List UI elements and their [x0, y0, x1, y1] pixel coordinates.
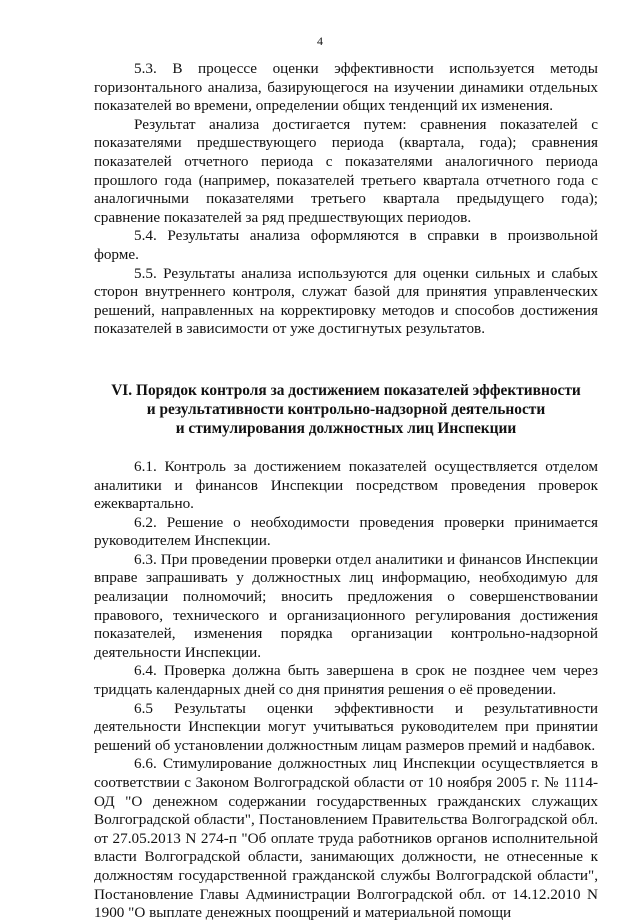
paragraph-5-4: 5.4. Результаты анализа оформляются в справки в произвольной форме. [94, 227, 598, 263]
section-spacer [94, 339, 598, 381]
paragraph-analysis-result: Результат анализа достигается путем: сравнения показателей с показателями предшествующего периода (квартала, года); сравнения показателей отчетного периода с показателями аналогичного периода прошлого года (например, показателей третьего квартала отчетного года с аналогичными показателями третьего квартала предыдущего года); сравнение показателей за ряд предшествующих периодов. [94, 115, 598, 226]
document-body [94, 60, 598, 923]
paragraph-6-6: 6.6. Стимулирование должностных лиц Инспекции осуществляется в соответствии с Законом Волгоградской области от 10 ноября 2005 г. № 1114-ОД "О денежном содержании государственных гражданских служащих Волгоградской области", Постановлением Правительства Волгоградской обл. от 27.05.2013 N 274-п "Об оплате труда работников органов исполнительной власти Волгоградской области, занимающих должности, не отнесенные к должностям государственной гражданской службы Волгоградской области", Постановление Главы Администрации Волгоградской обл. от 14.12.2010 N 1900 "О выплате денежных поощрений и материальной помощи [94, 755, 598, 922]
page-number: 4 [317, 34, 323, 48]
section-heading-line: и результативности контрольно-надзорной деятельности [146, 400, 546, 418]
heading-spacer [94, 438, 598, 458]
section-heading-line: и стимулирования должностных лиц Инспекции [175, 419, 517, 437]
paragraph-5-5: 5.5. Результаты анализа используются для оценки сильных и слабых сторон внутреннего контроля, служат базой для принятия управленческих решений, направленных на корректировку методов и способов достижения показателей в зависимости от уже достигнутых результатов. [94, 264, 598, 338]
section-heading [94, 381, 598, 438]
paragraph-6-3: 6.3. При проведении проверки отдел аналитики и финансов Инспекции вправе запрашивать у должностных лиц информацию, необходимую для реализации полномочий; вносить предложения о совершенствовании правового, технического и организационного регулирования достижения показателей, изменения порядка организации контрольно-надзорной деятельности Инспекции. [94, 550, 598, 661]
paragraph-6-5: 6.5 Результаты оценки эффективности и результативности деятельности Инспекции могут учитываться руководителем при принятии решений об установлении должностным лицам размеров премий и надбавок. [94, 699, 598, 754]
section-heading-line: VI. Порядок контроля за достижением показателей эффективности [111, 381, 581, 399]
paragraph-6-2: 6.2. Решение о необходимости проведения проверки принимается руководителем Инспекции. [94, 513, 598, 550]
paragraph-5-3: 5.3. В процессе оценки эффективности используется методы горизонтального анализа, базирующегося на изучении динамики отдельных показателей во времени, определении общих тенденций их изменения. [94, 60, 598, 115]
paragraph-6-4: 6.4. Проверка должна быть завершена в срок не позднее чем через тридцать календарных дней со дня принятия решения о её проведении. [94, 662, 598, 699]
paragraph-6-1: 6.1. Контроль за достижением показателей осуществляется отделом аналитики и финансов Инспекции посредством проведения проверок ежеквартально. [94, 457, 598, 513]
